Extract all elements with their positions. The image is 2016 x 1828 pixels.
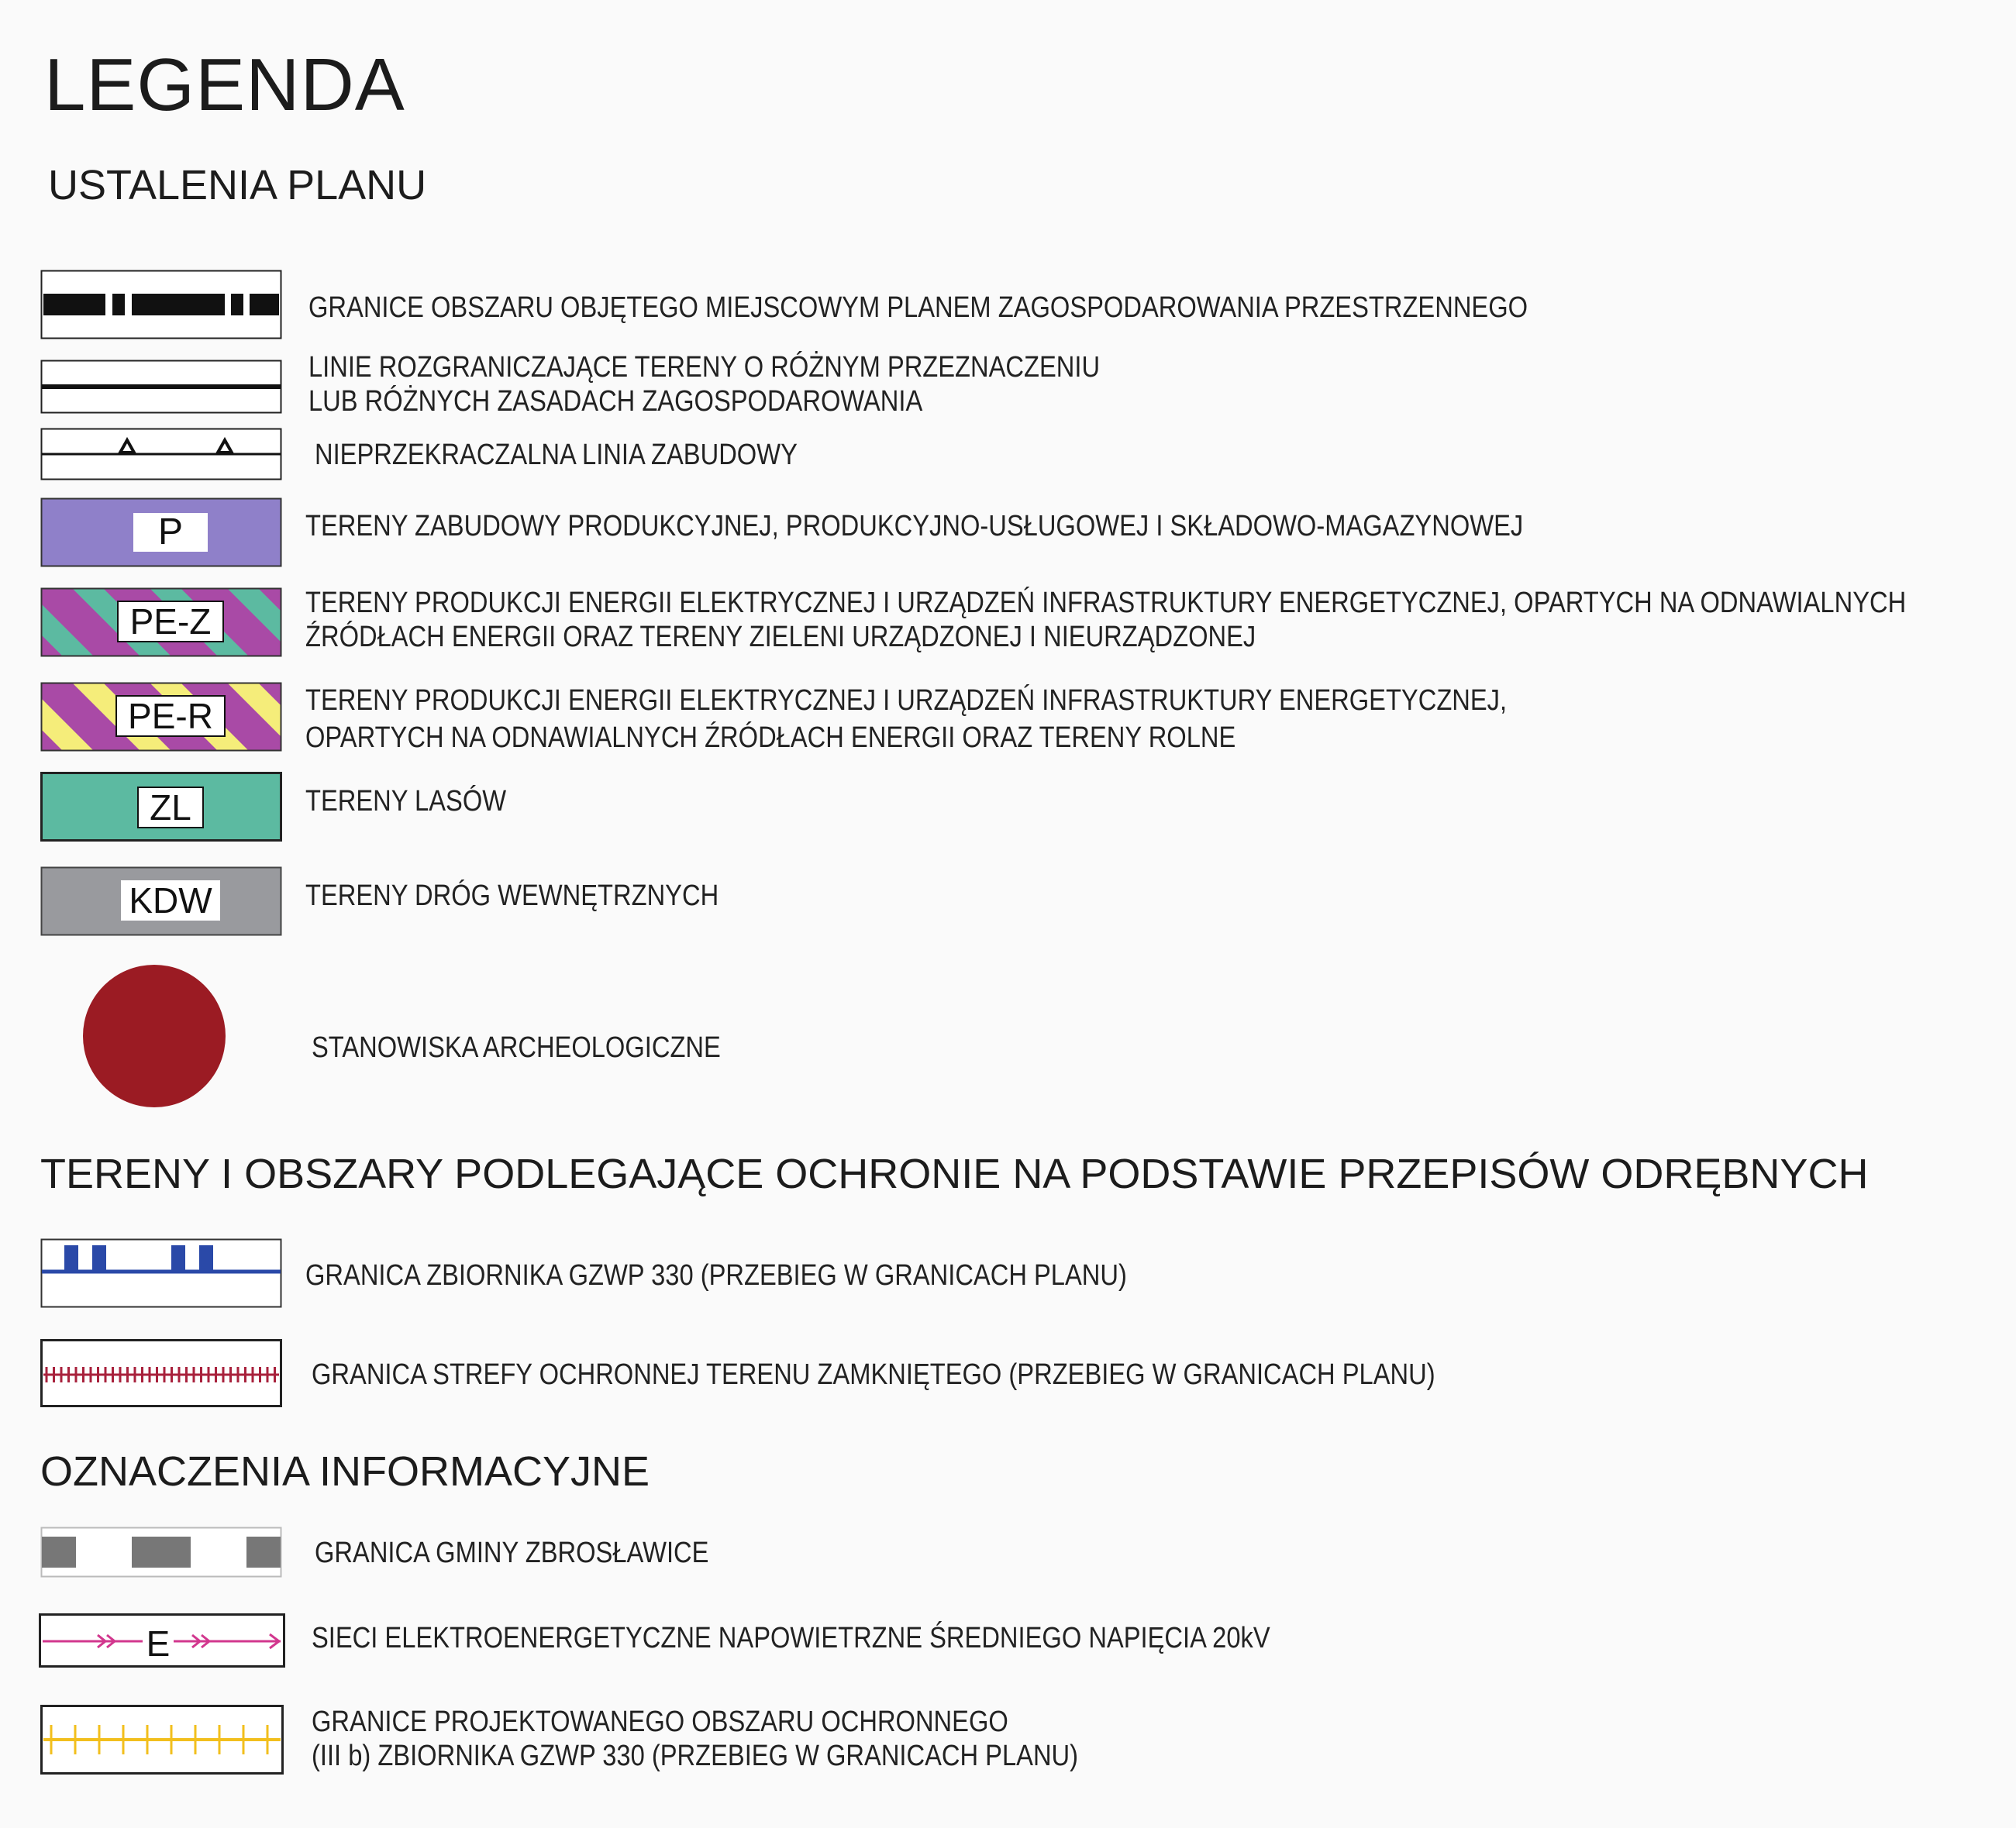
- pe-z-zone-code: PE-Z: [129, 601, 212, 642]
- dividing-lines-symbol: [40, 360, 282, 414]
- archaeological-site-label: STANOWISKA ARCHEOLOGICZNE: [312, 1031, 721, 1064]
- zl-zone-code: ZL: [150, 787, 191, 828]
- pe-z-zone-label-1: TERENY PRODUKCJI ENERGII ELEKTRYCZNEJ I URZĄDZEŃ INFRASTRUKTURY ENERGETYCZNEJ, OPARTYCH NA ODNAWIALNYCH: [305, 587, 1907, 619]
- protection-area-boundary-label-1: GRANICE PROJEKTOWANEGO OBSZARU OCHRONNEGO: [312, 1706, 1008, 1738]
- pe-z-zone-symbol: [40, 587, 282, 657]
- archaeological-site-symbol: [82, 964, 226, 1108]
- gmina-boundary-label: GRANICA GMINY ZBROSŁAWICE: [315, 1537, 709, 1569]
- p-zone-code: P: [157, 511, 184, 553]
- power-line-symbol: [39, 1613, 285, 1668]
- closed-zone-boundary-symbol: [40, 1339, 282, 1407]
- p-zone-label: TERENY ZABUDOWY PRODUKCYJNEJ, PRODUKCYJNO-USŁUGOWEJ I SKŁADOWO-MAGAZYNOWEJ: [305, 510, 1524, 542]
- gzwp-boundary-label: GRANICA ZBIORNIKA GZWP 330 (PRZEBIEG W GRANICACH PLANU): [305, 1259, 1127, 1292]
- legend-title: LEGENDA: [44, 43, 405, 126]
- protection-area-boundary-symbol: [40, 1705, 284, 1775]
- p-zone-symbol: [40, 497, 282, 567]
- plan-boundary-symbol: [40, 270, 282, 339]
- protection-area-boundary-label-2: (III b) ZBIORNIKA GZWP 330 (PRZEBIEG W GRANICACH PLANU): [312, 1740, 1079, 1772]
- dividing-lines-label-1: LINIE ROZGRANICZAJĄCE TERENY O RÓŻNYM PRZEZNACZENIU: [308, 351, 1101, 384]
- pe-r-zone-symbol: [40, 682, 282, 752]
- gmina-boundary-symbol: [40, 1527, 282, 1578]
- closed-zone-boundary-label: GRANICA STREFY OCHRONNEJ TERENU ZAMKNIĘTEGO (PRZEBIEG W GRANICACH PLANU): [312, 1358, 1435, 1391]
- kdw-zone-symbol: [40, 866, 282, 936]
- section-protected-heading: TERENY I OBSZARY PODLEGAJĄCE OCHRONIE NA PODSTAWIE PRZEPISÓW ODRĘBNYCH: [40, 1151, 1869, 1197]
- section-plan-heading: USTALENIA PLANU: [48, 162, 427, 208]
- pe-r-zone-label-1: TERENY PRODUKCJI ENERGII ELEKTRYCZNEJ I URZĄDZEŃ INFRASTRUKTURY ENERGETYCZNEJ,: [305, 684, 1508, 717]
- building-line-label: NIEPRZEKRACZALNA LINIA ZABUDOWY: [315, 439, 798, 471]
- pe-z-zone-label-2: ŹRÓDŁACH ENERGII ORAZ TERENY ZIELENI URZĄDZONEJ I NIEURZĄDZONEJ: [305, 621, 1256, 653]
- kdw-zone-code: KDW: [129, 880, 212, 921]
- power-line-code: E: [146, 1623, 171, 1664]
- plan-boundary-label: GRANICE OBSZARU OBJĘTEGO MIEJSCOWYM PLANEM ZAGOSPODAROWANIA PRZESTRZENNEGO: [308, 291, 1528, 324]
- building-line-symbol: [40, 428, 282, 480]
- section-info-heading: OZNACZENIA INFORMACYJNE: [40, 1448, 650, 1495]
- power-line-label: SIECI ELEKTROENERGETYCZNE NAPOWIETRZNE ŚREDNIEGO NAPIĘCIA 20kV: [312, 1622, 1270, 1654]
- zl-zone-symbol: [40, 772, 282, 842]
- zl-zone-label: TERENY LASÓW: [305, 785, 507, 818]
- pe-r-zone-code: PE-R: [128, 696, 213, 736]
- gzwp-boundary-symbol: [40, 1238, 282, 1308]
- kdw-zone-label: TERENY DRÓG WEWNĘTRZNYCH: [305, 880, 719, 912]
- pe-r-zone-label-2: OPARTYCH NA ODNAWIALNYCH ŹRÓDŁACH ENERGII ORAZ TERENY ROLNE: [305, 721, 1236, 754]
- dividing-lines-label-2: LUB RÓŻNYCH ZASADACH ZAGOSPODAROWANIA: [308, 385, 923, 418]
